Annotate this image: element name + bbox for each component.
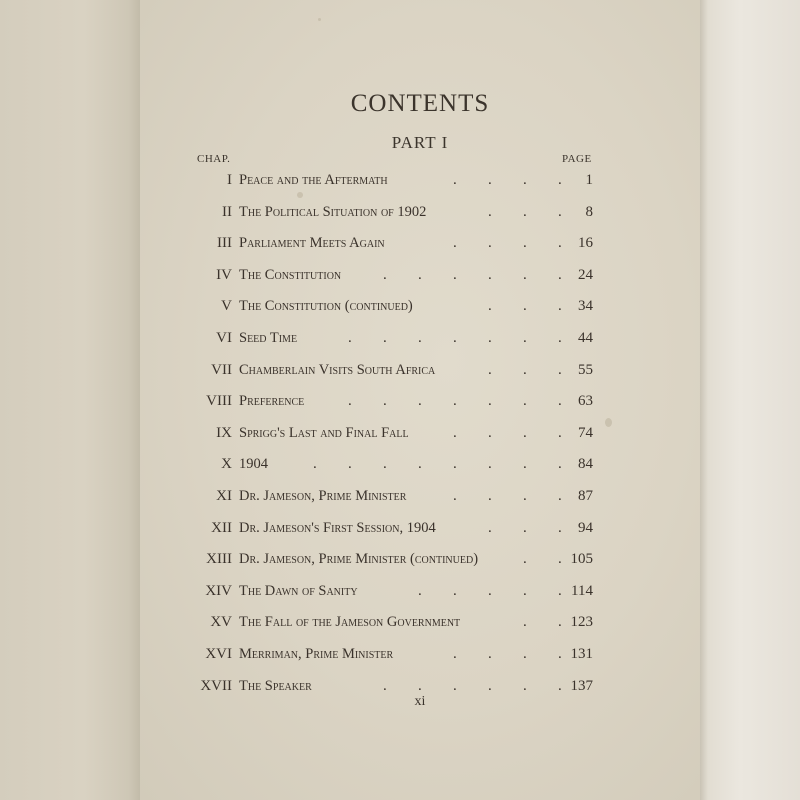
leader-dot: . bbox=[558, 172, 562, 188]
chapter-number: IV bbox=[216, 266, 232, 283]
chapter-number: IX bbox=[216, 424, 232, 441]
leader-dot: . bbox=[523, 551, 527, 568]
chapter-title: The Dawn of Sanity bbox=[239, 582, 358, 599]
toc-row bbox=[140, 235, 700, 257]
chapter-number: XIV bbox=[205, 582, 232, 599]
chapter-page: 114 bbox=[571, 582, 593, 599]
leader-dot: . bbox=[453, 266, 457, 283]
chapter-number: III bbox=[217, 235, 232, 252]
chapter-title: Peace and the Aftermath bbox=[239, 172, 388, 188]
leader-dot: . bbox=[488, 646, 492, 662]
chapter-title: Dr. Jameson, Prime Minister bbox=[239, 488, 407, 504]
chapter-title: Chamberlain Visits South Africa bbox=[239, 361, 436, 378]
toc-row bbox=[140, 646, 700, 668]
chapter-number: XVI bbox=[205, 646, 232, 662]
leader-dot: . bbox=[523, 456, 527, 473]
leader-dot: . bbox=[558, 361, 562, 378]
chapter-number: X bbox=[221, 456, 232, 473]
leader-dot: . bbox=[488, 488, 492, 504]
leader-dot: . bbox=[383, 266, 387, 283]
chapter-number: V bbox=[221, 298, 232, 315]
chapter-title: Seed Time bbox=[239, 330, 298, 346]
chapter-number: VII bbox=[211, 361, 232, 378]
leader-dot: . bbox=[418, 677, 422, 694]
leader-dot: . bbox=[453, 582, 457, 599]
toc-row bbox=[140, 425, 700, 447]
chapter-page: 131 bbox=[570, 646, 593, 662]
leader-dot: . bbox=[558, 424, 562, 441]
leader-dot: . bbox=[523, 361, 527, 378]
leader-dot: . bbox=[523, 172, 527, 188]
toc-row bbox=[140, 488, 700, 510]
leader-dot: . bbox=[558, 203, 562, 220]
page-edge bbox=[700, 0, 800, 800]
chapter-page: 24 bbox=[578, 266, 593, 283]
part-heading: PART I bbox=[391, 133, 449, 152]
chapter-title: Dr. Jameson's First Session, 1904 bbox=[239, 519, 436, 536]
leader-dot: . bbox=[453, 646, 457, 662]
toc-row bbox=[140, 583, 700, 605]
chapter-page: 84 bbox=[578, 456, 593, 473]
leader-dot: . bbox=[523, 330, 527, 346]
foxing-spot bbox=[318, 18, 321, 21]
toc-row bbox=[140, 551, 700, 573]
leader-dot: . bbox=[558, 582, 562, 599]
contents-page bbox=[140, 0, 700, 800]
leader-dot: . bbox=[488, 361, 492, 378]
leader-dot: . bbox=[558, 330, 562, 346]
chapter-page: 74 bbox=[578, 424, 593, 441]
chapter-title: Merriman, Prime Minister bbox=[239, 646, 394, 662]
chapter-number: XVII bbox=[200, 677, 232, 694]
leader-dot: . bbox=[523, 677, 527, 694]
chapter-title: The Constitution bbox=[239, 266, 342, 283]
chapter-page: 87 bbox=[578, 488, 593, 504]
leader-dot: . bbox=[488, 203, 492, 220]
leader-dot: . bbox=[523, 393, 527, 410]
leader-dot: . bbox=[558, 298, 562, 315]
chapter-title: Parliament Meets Again bbox=[239, 235, 385, 252]
toc-row bbox=[140, 362, 700, 384]
leader-dot: . bbox=[558, 456, 562, 473]
leader-dot: . bbox=[488, 456, 492, 473]
chapter-title: The Constitution (continued) bbox=[239, 298, 413, 315]
leader-dot: . bbox=[558, 393, 562, 410]
leader-dot: . bbox=[453, 456, 457, 473]
leader-dot: . bbox=[558, 646, 562, 662]
leader-dot: . bbox=[383, 393, 387, 410]
toc-row bbox=[140, 204, 700, 226]
leader-dot: . bbox=[523, 488, 527, 504]
leader-dot: . bbox=[488, 172, 492, 188]
chapter-number: XII bbox=[211, 519, 232, 536]
facing-page bbox=[0, 0, 140, 800]
chapter-page: 123 bbox=[570, 614, 593, 631]
toc-row bbox=[140, 614, 700, 636]
toc-row bbox=[140, 298, 700, 320]
leader-dot: . bbox=[488, 393, 492, 410]
leader-dot: . bbox=[523, 298, 527, 315]
leader-dot: . bbox=[383, 677, 387, 694]
leader-dot: . bbox=[348, 393, 352, 410]
chap-column-heading: CHAP. bbox=[197, 153, 231, 165]
leader-dot: . bbox=[348, 456, 352, 473]
leader-dot: . bbox=[523, 519, 527, 536]
chapter-page: 63 bbox=[578, 393, 593, 410]
leader-dot: . bbox=[558, 551, 562, 568]
chapter-title: 1904 bbox=[239, 456, 268, 473]
chapter-page: 44 bbox=[578, 330, 593, 346]
leader-dot: . bbox=[558, 677, 562, 694]
toc-row bbox=[140, 520, 700, 542]
chapter-number: XV bbox=[210, 614, 232, 631]
toc-row bbox=[140, 393, 700, 415]
leader-dot: . bbox=[523, 614, 527, 631]
chapter-page: 105 bbox=[570, 551, 593, 568]
leader-dot: . bbox=[488, 677, 492, 694]
chapter-number: I bbox=[227, 172, 232, 188]
leader-dot: . bbox=[523, 266, 527, 283]
leader-dot: . bbox=[488, 330, 492, 346]
leader-dot: . bbox=[383, 330, 387, 346]
leader-dot: . bbox=[488, 519, 492, 536]
leader-dot: . bbox=[488, 298, 492, 315]
chapter-number: VI bbox=[216, 330, 232, 346]
leader-dot: . bbox=[523, 582, 527, 599]
leader-dot: . bbox=[453, 330, 457, 346]
leader-dot: . bbox=[523, 424, 527, 441]
chapter-title: Dr. Jameson, Prime Minister (continued) bbox=[239, 551, 479, 568]
chapter-page: 94 bbox=[578, 519, 593, 536]
chapter-number: XI bbox=[216, 488, 232, 504]
leader-dot: . bbox=[418, 456, 422, 473]
leader-dot: . bbox=[558, 488, 562, 504]
leader-dot: . bbox=[488, 266, 492, 283]
chapter-number: II bbox=[222, 203, 232, 220]
leader-dot: . bbox=[453, 677, 457, 694]
leader-dot: . bbox=[418, 393, 422, 410]
leader-dot: . bbox=[488, 424, 492, 441]
chapter-title: The Speaker bbox=[239, 677, 312, 694]
leader-dot: . bbox=[523, 646, 527, 662]
leader-dot: . bbox=[558, 266, 562, 283]
leader-dot: . bbox=[488, 235, 492, 252]
leader-dot: . bbox=[453, 488, 457, 504]
chapter-title: Preference bbox=[239, 393, 305, 410]
toc-row bbox=[140, 172, 700, 194]
leader-dot: . bbox=[313, 456, 317, 473]
chapter-title: Sprigg's Last and Final Fall bbox=[239, 424, 409, 441]
leader-dot: . bbox=[523, 235, 527, 252]
leader-dot: . bbox=[558, 235, 562, 252]
leader-dot: . bbox=[488, 582, 492, 599]
leader-dot: . bbox=[418, 266, 422, 283]
page-title: CONTENTS bbox=[350, 90, 490, 117]
leader-dot: . bbox=[383, 456, 387, 473]
toc-row bbox=[140, 267, 700, 289]
leader-dot: . bbox=[558, 519, 562, 536]
chapter-number: VIII bbox=[206, 393, 232, 410]
leader-dot: . bbox=[348, 330, 352, 346]
chapter-title: The Political Situation of 1902 bbox=[239, 203, 427, 220]
chapter-title: The Fall of the Jameson Government bbox=[239, 614, 461, 631]
chapter-page: 34 bbox=[578, 298, 593, 315]
chapter-number: XIII bbox=[206, 551, 232, 568]
chapter-page: 55 bbox=[578, 361, 593, 378]
leader-dot: . bbox=[453, 393, 457, 410]
chapter-page: 16 bbox=[578, 235, 593, 252]
chapter-page: 1 bbox=[585, 172, 593, 188]
leader-dot: . bbox=[418, 582, 422, 599]
chapter-page: 137 bbox=[570, 677, 593, 694]
toc-row bbox=[140, 456, 700, 478]
leader-dot: . bbox=[558, 614, 562, 631]
leader-dot: . bbox=[523, 203, 527, 220]
page-column-heading: PAGE bbox=[562, 153, 592, 165]
leader-dot: . bbox=[453, 235, 457, 252]
chapter-page: 8 bbox=[585, 203, 593, 220]
leader-dot: . bbox=[453, 424, 457, 441]
leader-dot: . bbox=[418, 330, 422, 346]
toc-row bbox=[140, 330, 700, 352]
page-folio: xi bbox=[414, 694, 426, 709]
leader-dot: . bbox=[453, 172, 457, 188]
